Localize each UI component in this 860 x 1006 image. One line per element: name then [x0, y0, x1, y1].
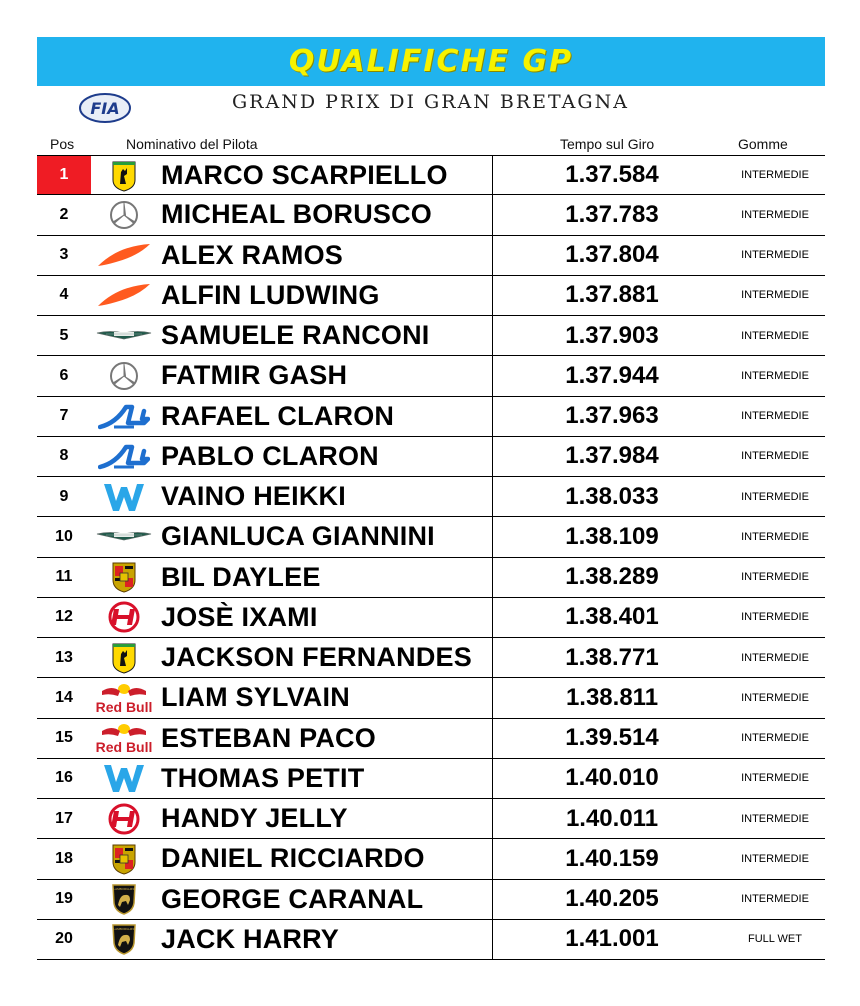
table-row	[37, 356, 825, 396]
mercedes-icon	[95, 358, 153, 393]
tyre-compound: INTERMEDIE	[741, 812, 809, 825]
alpine-icon	[95, 439, 153, 474]
tyre-compound: INTERMEDIE	[741, 208, 809, 221]
position-cell: 2	[59, 205, 69, 223]
driver-name: SAMUELE RANCONI	[161, 320, 430, 351]
position-cell: 18	[55, 849, 73, 867]
tyre-compound: INTERMEDIE	[741, 169, 809, 182]
lap-time: 1.40.205	[565, 885, 659, 913]
driver-name: GIANLUCA GIANNINI	[161, 521, 435, 552]
position-cell: 19	[55, 890, 73, 908]
driver-name: DANIEL RICCIARDO	[161, 843, 425, 874]
svg-text:LAMBORGHINI: LAMBORGHINI	[113, 887, 135, 891]
table-row	[37, 437, 825, 477]
svg-text:Red Bull: Red Bull	[96, 698, 152, 715]
table-row	[37, 920, 825, 960]
driver-name: HANDY JELLY	[161, 803, 348, 834]
table-row	[37, 880, 825, 920]
tyre-compound: INTERMEDIE	[741, 289, 809, 302]
svg-text:FIA: FIA	[90, 99, 120, 118]
lap-time: 1.37.903	[565, 321, 659, 349]
lap-time: 1.37.963	[565, 402, 659, 430]
haas-icon	[95, 801, 153, 836]
driver-name: ESTEBAN PACO	[161, 722, 376, 753]
lap-time: 1.40.011	[565, 804, 659, 832]
driver-name: ALFIN LUDWING	[161, 279, 380, 310]
driver-name: THOMAS PETIT	[161, 762, 365, 793]
table-row	[37, 236, 825, 276]
lamborghini-icon	[95, 882, 153, 917]
table-row	[37, 316, 825, 356]
page-title: QUALIFICHE GP	[288, 44, 574, 79]
lamborghini-icon	[95, 922, 153, 957]
lap-time: 1.37.584	[565, 161, 659, 189]
fia-logo-icon	[78, 92, 132, 124]
alpine-icon	[95, 399, 153, 434]
driver-name: RAFAEL CLARON	[161, 400, 395, 431]
driver-name: GEORGE CARANAL	[161, 883, 424, 914]
aston-martin-icon	[95, 318, 153, 353]
tyre-compound: INTERMEDIE	[741, 490, 809, 503]
lap-time: 1.38.771	[565, 643, 659, 671]
lap-time: 1.37.804	[565, 241, 659, 269]
lap-time: 1.38.109	[565, 522, 659, 550]
tyre-compound: INTERMEDIE	[741, 571, 809, 584]
table-row	[37, 598, 825, 638]
ferrari-icon	[95, 158, 153, 193]
table-row	[37, 759, 825, 799]
table-row	[37, 397, 825, 437]
red-bull-icon	[95, 721, 153, 756]
mercedes-icon	[95, 197, 153, 232]
williams-icon	[95, 761, 153, 796]
lap-time: 1.37.984	[565, 442, 659, 470]
column-header-tyres: Gomme	[738, 136, 788, 152]
lap-time: 1.38.033	[565, 482, 659, 510]
aston-martin-icon	[95, 519, 153, 554]
position-cell: 16	[55, 769, 73, 787]
title-banner	[37, 37, 825, 86]
position-cell: 13	[55, 648, 73, 666]
tyre-compound: INTERMEDIE	[741, 893, 809, 906]
tyre-compound: INTERMEDIE	[741, 329, 809, 342]
tyre-compound: INTERMEDIE	[741, 772, 809, 785]
tyre-compound: INTERMEDIE	[741, 450, 809, 463]
table-row	[37, 719, 825, 759]
table-row	[37, 517, 825, 557]
position-cell: 6	[59, 366, 69, 384]
driver-name: PABLO CLARON	[161, 440, 379, 471]
column-header-pos: Pos	[50, 136, 75, 152]
lap-time: 1.37.944	[565, 361, 659, 389]
driver-name: JACK HARRY	[161, 923, 340, 954]
tyre-compound: INTERMEDIE	[741, 691, 809, 704]
column-header-lap-time: Tempo sul Giro	[560, 136, 655, 152]
mclaren-icon	[95, 238, 153, 273]
lap-time: 1.41.001	[565, 925, 659, 953]
williams-icon	[95, 479, 153, 514]
grand-prix-subtitle: GRAND PRIX DI GRAN BRETAGNA	[232, 91, 629, 113]
lap-time: 1.38.401	[565, 603, 659, 631]
table-row	[37, 678, 825, 718]
lap-time: 1.40.159	[565, 844, 659, 872]
tyre-compound: INTERMEDIE	[741, 651, 809, 664]
tyre-compound: INTERMEDIE	[741, 369, 809, 382]
tyre-compound: INTERMEDIE	[741, 410, 809, 423]
tyre-compound: INTERMEDIE	[741, 530, 809, 543]
position-cell: 3	[59, 246, 69, 264]
driver-name: JACKSON FERNANDES	[161, 642, 472, 673]
driver-name: FATMIR GASH	[161, 360, 348, 391]
results-table	[37, 155, 825, 960]
table-row	[37, 558, 825, 598]
column-header-driver: Nominativo del Pilota	[126, 136, 258, 152]
position-cell: 12	[55, 608, 73, 626]
position-cell: 20	[55, 930, 73, 948]
lap-time: 1.39.514	[565, 724, 659, 752]
table-row	[37, 799, 825, 839]
driver-name: BIL DAYLEE	[161, 561, 321, 592]
position-cell: 7	[59, 407, 69, 425]
position-cell: 14	[55, 688, 73, 706]
porsche-icon	[95, 841, 153, 876]
tyre-compound: FULL WET	[748, 933, 802, 946]
lap-time: 1.37.881	[565, 281, 659, 309]
driver-name: JOSÈ IXAMI	[161, 601, 318, 632]
table-row	[37, 195, 825, 235]
lap-time: 1.37.783	[565, 200, 659, 228]
table-row	[37, 638, 825, 678]
tyre-compound: INTERMEDIE	[741, 852, 809, 865]
position-cell: 11	[55, 568, 73, 586]
driver-name: MARCO SCARPIELLO	[161, 159, 448, 190]
driver-name: ALEX RAMOS	[161, 239, 344, 270]
tyre-compound: INTERMEDIE	[741, 611, 809, 624]
driver-name: VAINO HEIKKI	[161, 481, 346, 512]
lap-time: 1.40.010	[565, 764, 659, 792]
position-cell: 1	[37, 156, 91, 194]
table-row	[37, 155, 825, 195]
mclaren-icon	[95, 278, 153, 313]
ferrari-icon	[95, 640, 153, 675]
position-cell: 4	[59, 286, 69, 304]
driver-name: MICHEAL BORUSCO	[161, 199, 433, 230]
driver-name: LIAM SYLVAIN	[161, 682, 350, 713]
svg-text:Red Bull: Red Bull	[96, 739, 152, 755]
position-cell: 9	[59, 487, 69, 505]
lap-time: 1.38.811	[565, 683, 659, 711]
table-row	[37, 477, 825, 517]
porsche-icon	[95, 560, 153, 595]
lap-time: 1.38.289	[565, 563, 659, 591]
position-cell: 5	[59, 326, 69, 344]
position-cell: 15	[55, 729, 73, 747]
tyre-compound: INTERMEDIE	[741, 249, 809, 262]
tyre-compound: INTERMEDIE	[741, 732, 809, 745]
haas-icon	[95, 600, 153, 635]
table-row	[37, 839, 825, 879]
position-cell: 8	[59, 447, 69, 465]
svg-text:LAMBORGHINI: LAMBORGHINI	[113, 927, 135, 932]
table-row	[37, 276, 825, 316]
position-cell: 10	[55, 527, 73, 545]
position-cell: 17	[55, 809, 73, 827]
red-bull-icon	[95, 680, 153, 715]
